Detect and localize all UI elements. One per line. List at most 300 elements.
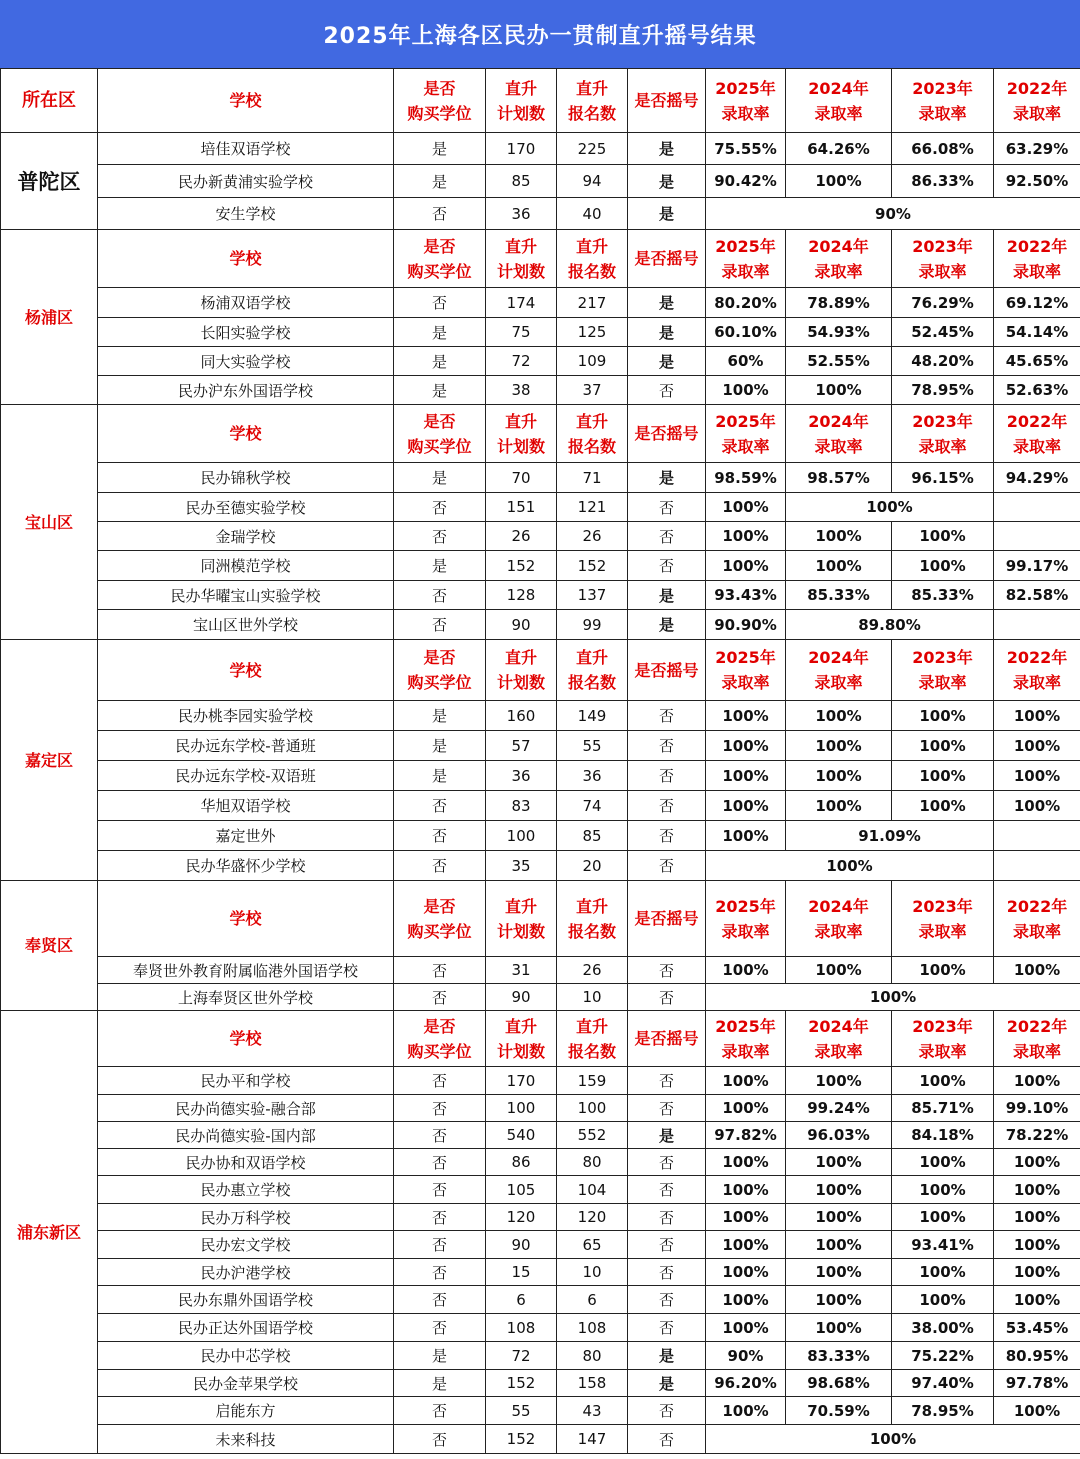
plan-count-cell: 152 — [486, 1425, 557, 1454]
table-row — [1, 1204, 1080, 1231]
table-row — [1, 957, 1080, 984]
school-name: 民办尚德实验-国内部 — [98, 1122, 394, 1149]
rate-cell: 82.58% — [994, 581, 1080, 610]
rate-cell: 89.80% — [786, 610, 994, 640]
rate-cell: 100% — [706, 701, 786, 731]
plan-count-cell: 6 — [486, 1286, 557, 1314]
rate-cell: 78.95% — [892, 376, 994, 405]
rate-cell: 85.33% — [892, 581, 994, 610]
buy-seat-cell: 否 — [394, 1314, 486, 1342]
register-count-cell: 137 — [557, 581, 628, 610]
district-cell: 宝山区 — [1, 405, 98, 640]
table-row — [1, 1370, 1080, 1397]
rate-cell — [994, 493, 1080, 522]
buy-seat-cell: 否 — [394, 957, 486, 984]
header-row — [1, 640, 1080, 701]
header-register: 直升 报名数 — [557, 230, 628, 288]
buy-seat-cell: 否 — [394, 1259, 486, 1286]
register-count-cell: 55 — [557, 731, 628, 761]
rate-cell: 100% — [892, 551, 994, 581]
table-row — [1, 347, 1080, 376]
register-count-cell: 217 — [557, 288, 628, 318]
plan-count-cell: 152 — [486, 551, 557, 581]
rate-cell: 70.59% — [786, 1397, 892, 1425]
rate-cell: 100% — [786, 957, 892, 984]
buy-seat-cell: 否 — [394, 1067, 486, 1095]
rate-cell: 60.10% — [706, 318, 786, 347]
rate-cell: 99.24% — [786, 1095, 892, 1122]
header-register: 直升 报名数 — [557, 69, 628, 133]
rate-cell: 100% — [706, 731, 786, 761]
lottery-cell: 否 — [628, 376, 706, 405]
rate-cell: 100% — [706, 1425, 1080, 1454]
header-rate-2023: 2023年 录取率 — [892, 69, 994, 133]
lottery-cell: 否 — [628, 493, 706, 522]
table-row — [1, 288, 1080, 318]
rate-cell: 80.20% — [706, 288, 786, 318]
header-rate-2025: 2025年 录取率 — [706, 640, 786, 701]
school-name: 民办远东学校-双语班 — [98, 761, 394, 791]
buy-seat-cell: 是 — [394, 318, 486, 347]
header-rate-2023: 2023年 录取率 — [892, 230, 994, 288]
plan-count-cell: 15 — [486, 1259, 557, 1286]
table-row — [1, 761, 1080, 791]
rate-cell: 64.26% — [786, 133, 892, 165]
plan-count-cell: 105 — [486, 1176, 557, 1204]
rate-cell: 99.17% — [994, 551, 1080, 581]
rate-cell: 93.41% — [892, 1231, 994, 1259]
lottery-cell: 否 — [628, 791, 706, 821]
rate-cell: 100% — [892, 957, 994, 984]
school-name: 民办至德实验学校 — [98, 493, 394, 522]
lottery-cell: 否 — [628, 1095, 706, 1122]
rate-cell: 86.33% — [892, 165, 994, 198]
school-name: 嘉定世外 — [98, 821, 394, 851]
register-count-cell: 158 — [557, 1370, 628, 1397]
buy-seat-cell: 是 — [394, 347, 486, 376]
table-row — [1, 731, 1080, 761]
header-school: 学校 — [98, 881, 394, 957]
plan-count-cell: 120 — [486, 1204, 557, 1231]
rate-cell: 100% — [786, 1231, 892, 1259]
header-lottery: 是否摇号 — [628, 881, 706, 957]
register-count-cell: 65 — [557, 1231, 628, 1259]
school-name: 民办尚德实验-融合部 — [98, 1095, 394, 1122]
rate-cell: 66.08% — [892, 133, 994, 165]
header-buy: 是否 购买学位 — [394, 69, 486, 133]
header-rate-2024: 2024年 录取率 — [786, 230, 892, 288]
header-buy: 是否 购买学位 — [394, 405, 486, 463]
rate-cell: 94.29% — [994, 463, 1080, 493]
rate-cell: 100% — [994, 701, 1080, 731]
table-row — [1, 551, 1080, 581]
school-name: 民办沪港学校 — [98, 1259, 394, 1286]
rate-cell: 91.09% — [786, 821, 994, 851]
header-plan: 直升 计划数 — [486, 1011, 557, 1067]
rate-cell: 100% — [994, 761, 1080, 791]
register-count-cell: 80 — [557, 1342, 628, 1370]
rate-cell: 100% — [994, 1286, 1080, 1314]
lottery-cell: 是 — [628, 463, 706, 493]
table-row — [1, 821, 1080, 851]
plan-count-cell: 26 — [486, 522, 557, 551]
district-cell: 浦东新区 — [1, 1011, 98, 1454]
rate-cell: 96.15% — [892, 463, 994, 493]
header-rate-2023: 2023年 录取率 — [892, 405, 994, 463]
rate-cell: 100% — [706, 522, 786, 551]
rate-cell: 60% — [706, 347, 786, 376]
rate-cell: 100% — [706, 376, 786, 405]
rate-cell: 54.14% — [994, 318, 1080, 347]
rate-cell: 85.33% — [786, 581, 892, 610]
school-name: 长阳实验学校 — [98, 318, 394, 347]
rate-cell: 100% — [786, 1259, 892, 1286]
school-name: 启能东方 — [98, 1397, 394, 1425]
district-cell: 普陀区 — [1, 133, 98, 230]
register-count-cell: 37 — [557, 376, 628, 405]
plan-count-cell: 72 — [486, 1342, 557, 1370]
rate-cell: 75.22% — [892, 1342, 994, 1370]
table-row — [1, 1231, 1080, 1259]
rate-cell: 100% — [892, 522, 994, 551]
rate-cell: 100% — [994, 791, 1080, 821]
rate-cell: 100% — [892, 1149, 994, 1176]
lottery-cell: 否 — [628, 1231, 706, 1259]
header-rate-2022: 2022年 录取率 — [994, 881, 1080, 957]
rate-cell: 97.82% — [706, 1122, 786, 1149]
school-name: 民办东鼎外国语学校 — [98, 1286, 394, 1314]
rate-cell: 100% — [706, 984, 1080, 1011]
plan-count-cell: 35 — [486, 851, 557, 881]
header-school: 学校 — [98, 69, 394, 133]
plan-count-cell: 36 — [486, 761, 557, 791]
header-row — [1, 405, 1080, 463]
school-name: 宝山区世外学校 — [98, 610, 394, 640]
rate-cell: 100% — [706, 1259, 786, 1286]
register-count-cell: 10 — [557, 1259, 628, 1286]
register-count-cell: 6 — [557, 1286, 628, 1314]
rate-cell: 100% — [706, 1149, 786, 1176]
school-name: 华旭双语学校 — [98, 791, 394, 821]
plan-count-cell: 174 — [486, 288, 557, 318]
plan-count-cell: 38 — [486, 376, 557, 405]
rate-cell: 100% — [994, 731, 1080, 761]
rate-cell — [994, 851, 1080, 881]
header-buy: 是否 购买学位 — [394, 1011, 486, 1067]
header-rate-2025: 2025年 录取率 — [706, 230, 786, 288]
rate-cell: 100% — [706, 791, 786, 821]
register-count-cell: 99 — [557, 610, 628, 640]
rate-cell: 100% — [786, 761, 892, 791]
rate-cell: 92.50% — [994, 165, 1080, 198]
register-count-cell: 71 — [557, 463, 628, 493]
school-name: 民办正达外国语学校 — [98, 1314, 394, 1342]
lottery-cell: 否 — [628, 1149, 706, 1176]
rate-cell: 63.29% — [994, 133, 1080, 165]
rate-cell — [994, 522, 1080, 551]
plan-count-cell: 90 — [486, 1231, 557, 1259]
rate-cell: 100% — [786, 731, 892, 761]
rate-cell: 100% — [892, 1204, 994, 1231]
buy-seat-cell: 是 — [394, 165, 486, 198]
lottery-cell: 否 — [628, 957, 706, 984]
school-name: 民办桃李园实验学校 — [98, 701, 394, 731]
rate-cell: 100% — [892, 1286, 994, 1314]
rate-cell: 100% — [706, 851, 994, 881]
rate-cell: 100% — [994, 1231, 1080, 1259]
header-register: 直升 报名数 — [557, 881, 628, 957]
rate-cell: 100% — [994, 957, 1080, 984]
rate-cell: 97.78% — [994, 1370, 1080, 1397]
header-rate-2025: 2025年 录取率 — [706, 881, 786, 957]
rate-cell: 52.45% — [892, 318, 994, 347]
rate-cell: 100% — [706, 551, 786, 581]
buy-seat-cell: 否 — [394, 1397, 486, 1425]
rate-cell: 83.33% — [786, 1342, 892, 1370]
table-row — [1, 610, 1080, 640]
register-count-cell: 149 — [557, 701, 628, 731]
school-name: 民办协和双语学校 — [98, 1149, 394, 1176]
lottery-cell: 是 — [628, 1370, 706, 1397]
rate-cell: 100% — [786, 701, 892, 731]
school-name: 民办万科学校 — [98, 1204, 394, 1231]
rate-cell: 100% — [706, 1397, 786, 1425]
rate-cell: 90% — [706, 198, 1080, 230]
school-name: 民办锦秋学校 — [98, 463, 394, 493]
table-row — [1, 581, 1080, 610]
rate-cell: 100% — [706, 1095, 786, 1122]
register-count-cell: 120 — [557, 1204, 628, 1231]
rate-cell: 100% — [786, 165, 892, 198]
lottery-cell: 是 — [628, 198, 706, 230]
plan-count-cell: 160 — [486, 701, 557, 731]
rate-cell: 100% — [892, 761, 994, 791]
register-count-cell: 80 — [557, 1149, 628, 1176]
register-count-cell: 104 — [557, 1176, 628, 1204]
header-school: 学校 — [98, 230, 394, 288]
lottery-cell: 是 — [628, 1122, 706, 1149]
buy-seat-cell: 否 — [394, 493, 486, 522]
school-name: 民办新黄浦实验学校 — [98, 165, 394, 198]
plan-count-cell: 55 — [486, 1397, 557, 1425]
rate-cell: 54.93% — [786, 318, 892, 347]
school-name: 民办宏文学校 — [98, 1231, 394, 1259]
rate-cell: 100% — [892, 1176, 994, 1204]
header-rate-2023: 2023年 录取率 — [892, 881, 994, 957]
buy-seat-cell: 否 — [394, 984, 486, 1011]
school-name: 培佳双语学校 — [98, 133, 394, 165]
plan-count-cell: 170 — [486, 133, 557, 165]
header-lottery: 是否摇号 — [628, 640, 706, 701]
table-row — [1, 851, 1080, 881]
school-name: 同大实验学校 — [98, 347, 394, 376]
rate-cell: 85.71% — [892, 1095, 994, 1122]
table-row — [1, 701, 1080, 731]
buy-seat-cell: 否 — [394, 851, 486, 881]
lottery-cell: 否 — [628, 1425, 706, 1454]
header-rate-2024: 2024年 录取率 — [786, 640, 892, 701]
header-rate-2024: 2024年 录取率 — [786, 1011, 892, 1067]
lottery-cell: 否 — [628, 1204, 706, 1231]
plan-count-cell: 100 — [486, 821, 557, 851]
register-count-cell: 43 — [557, 1397, 628, 1425]
header-lottery: 是否摇号 — [628, 405, 706, 463]
school-name: 安生学校 — [98, 198, 394, 230]
buy-seat-cell: 否 — [394, 610, 486, 640]
rate-cell: 69.12% — [994, 288, 1080, 318]
header-rate-2025: 2025年 录取率 — [706, 405, 786, 463]
rate-cell: 45.65% — [994, 347, 1080, 376]
rate-cell: 100% — [892, 731, 994, 761]
header-register: 直升 报名数 — [557, 405, 628, 463]
header-school: 学校 — [98, 405, 394, 463]
district-cell: 杨浦区 — [1, 230, 98, 405]
header-plan: 直升 计划数 — [486, 69, 557, 133]
register-count-cell: 147 — [557, 1425, 628, 1454]
header-rate-2024: 2024年 录取率 — [786, 405, 892, 463]
rate-cell: 100% — [786, 1286, 892, 1314]
plan-count-cell: 90 — [486, 610, 557, 640]
rate-cell: 100% — [994, 1397, 1080, 1425]
table-row — [1, 376, 1080, 405]
register-count-cell: 552 — [557, 1122, 628, 1149]
school-name: 民办金苹果学校 — [98, 1370, 394, 1397]
register-count-cell: 36 — [557, 761, 628, 791]
rate-cell: 100% — [994, 1259, 1080, 1286]
rate-cell: 100% — [892, 1067, 994, 1095]
rate-cell: 90.42% — [706, 165, 786, 198]
rate-cell: 100% — [706, 1286, 786, 1314]
rate-cell: 100% — [786, 376, 892, 405]
header-school: 学校 — [98, 1011, 394, 1067]
header-register: 直升 报名数 — [557, 640, 628, 701]
table-row — [1, 1095, 1080, 1122]
buy-seat-cell: 否 — [394, 1095, 486, 1122]
lottery-cell: 否 — [628, 731, 706, 761]
rate-cell: 98.57% — [786, 463, 892, 493]
register-count-cell: 225 — [557, 133, 628, 165]
buy-seat-cell: 否 — [394, 288, 486, 318]
rate-cell: 100% — [994, 1176, 1080, 1204]
lottery-cell: 否 — [628, 701, 706, 731]
header-rate-2022: 2022年 录取率 — [994, 640, 1080, 701]
lottery-cell: 是 — [628, 318, 706, 347]
school-name: 民办华曜宝山实验学校 — [98, 581, 394, 610]
register-count-cell: 100 — [557, 1095, 628, 1122]
table-row — [1, 198, 1080, 230]
header-row — [1, 881, 1080, 957]
buy-seat-cell: 否 — [394, 1122, 486, 1149]
district-cell: 奉贤区 — [1, 881, 98, 1011]
table-row — [1, 1314, 1080, 1342]
lottery-cell: 否 — [628, 1067, 706, 1095]
table-row — [1, 1259, 1080, 1286]
school-name: 同洲模范学校 — [98, 551, 394, 581]
header-rate-2023: 2023年 录取率 — [892, 640, 994, 701]
lottery-cell: 是 — [628, 165, 706, 198]
register-count-cell: 85 — [557, 821, 628, 851]
lottery-cell: 否 — [628, 851, 706, 881]
lottery-cell: 否 — [628, 761, 706, 791]
plan-count-cell: 75 — [486, 318, 557, 347]
buy-seat-cell: 否 — [394, 1231, 486, 1259]
register-count-cell: 109 — [557, 347, 628, 376]
header-row — [1, 1011, 1080, 1067]
plan-count-cell: 31 — [486, 957, 557, 984]
header-buy: 是否 购买学位 — [394, 881, 486, 957]
lottery-cell: 是 — [628, 610, 706, 640]
rate-cell: 100% — [786, 1067, 892, 1095]
register-count-cell: 26 — [557, 957, 628, 984]
table-row — [1, 791, 1080, 821]
lottery-cell: 否 — [628, 821, 706, 851]
rate-cell: 100% — [994, 1204, 1080, 1231]
buy-seat-cell: 否 — [394, 1425, 486, 1454]
buy-seat-cell: 否 — [394, 1204, 486, 1231]
header-lottery: 是否摇号 — [628, 69, 706, 133]
buy-seat-cell: 是 — [394, 1342, 486, 1370]
buy-seat-cell: 否 — [394, 1149, 486, 1176]
rate-cell: 100% — [786, 1149, 892, 1176]
table-row — [1, 1286, 1080, 1314]
register-count-cell: 94 — [557, 165, 628, 198]
buy-seat-cell: 否 — [394, 1286, 486, 1314]
school-name: 民办华盛怀少学校 — [98, 851, 394, 881]
register-count-cell: 159 — [557, 1067, 628, 1095]
rate-cell: 78.89% — [786, 288, 892, 318]
register-count-cell: 152 — [557, 551, 628, 581]
rate-cell: 100% — [786, 1176, 892, 1204]
header-plan: 直升 计划数 — [486, 230, 557, 288]
header-rate-2025: 2025年 录取率 — [706, 1011, 786, 1067]
rate-cell: 100% — [706, 957, 786, 984]
rate-cell: 97.40% — [892, 1370, 994, 1397]
results-table — [0, 68, 1080, 1454]
school-name: 金瑞学校 — [98, 522, 394, 551]
header-plan: 直升 计划数 — [486, 405, 557, 463]
rate-cell: 84.18% — [892, 1122, 994, 1149]
rate-cell: 100% — [892, 1259, 994, 1286]
rate-cell: 100% — [706, 493, 786, 522]
school-name: 奉贤世外教育附属临港外国语学校 — [98, 957, 394, 984]
plan-count-cell: 86 — [486, 1149, 557, 1176]
rate-cell: 53.45% — [994, 1314, 1080, 1342]
header-rate-2025: 2025年 录取率 — [706, 69, 786, 133]
rate-cell: 100% — [706, 1067, 786, 1095]
header-buy: 是否 购买学位 — [394, 640, 486, 701]
rate-cell: 90.90% — [706, 610, 786, 640]
header-lottery: 是否摇号 — [628, 1011, 706, 1067]
register-count-cell: 121 — [557, 493, 628, 522]
school-name: 民办惠立学校 — [98, 1176, 394, 1204]
school-name: 杨浦双语学校 — [98, 288, 394, 318]
school-name: 民办沪东外国语学校 — [98, 376, 394, 405]
rate-cell: 100% — [706, 1231, 786, 1259]
school-name: 未来科技 — [98, 1425, 394, 1454]
rate-cell: 96.20% — [706, 1370, 786, 1397]
table-row — [1, 1067, 1080, 1095]
table-row — [1, 984, 1080, 1011]
buy-seat-cell: 是 — [394, 551, 486, 581]
lottery-cell: 是 — [628, 347, 706, 376]
buy-seat-cell: 是 — [394, 701, 486, 731]
buy-seat-cell: 是 — [394, 133, 486, 165]
district-cell: 嘉定区 — [1, 640, 98, 881]
buy-seat-cell: 是 — [394, 376, 486, 405]
table-row — [1, 133, 1080, 165]
rate-cell: 100% — [994, 1067, 1080, 1095]
rate-cell: 100% — [786, 1314, 892, 1342]
